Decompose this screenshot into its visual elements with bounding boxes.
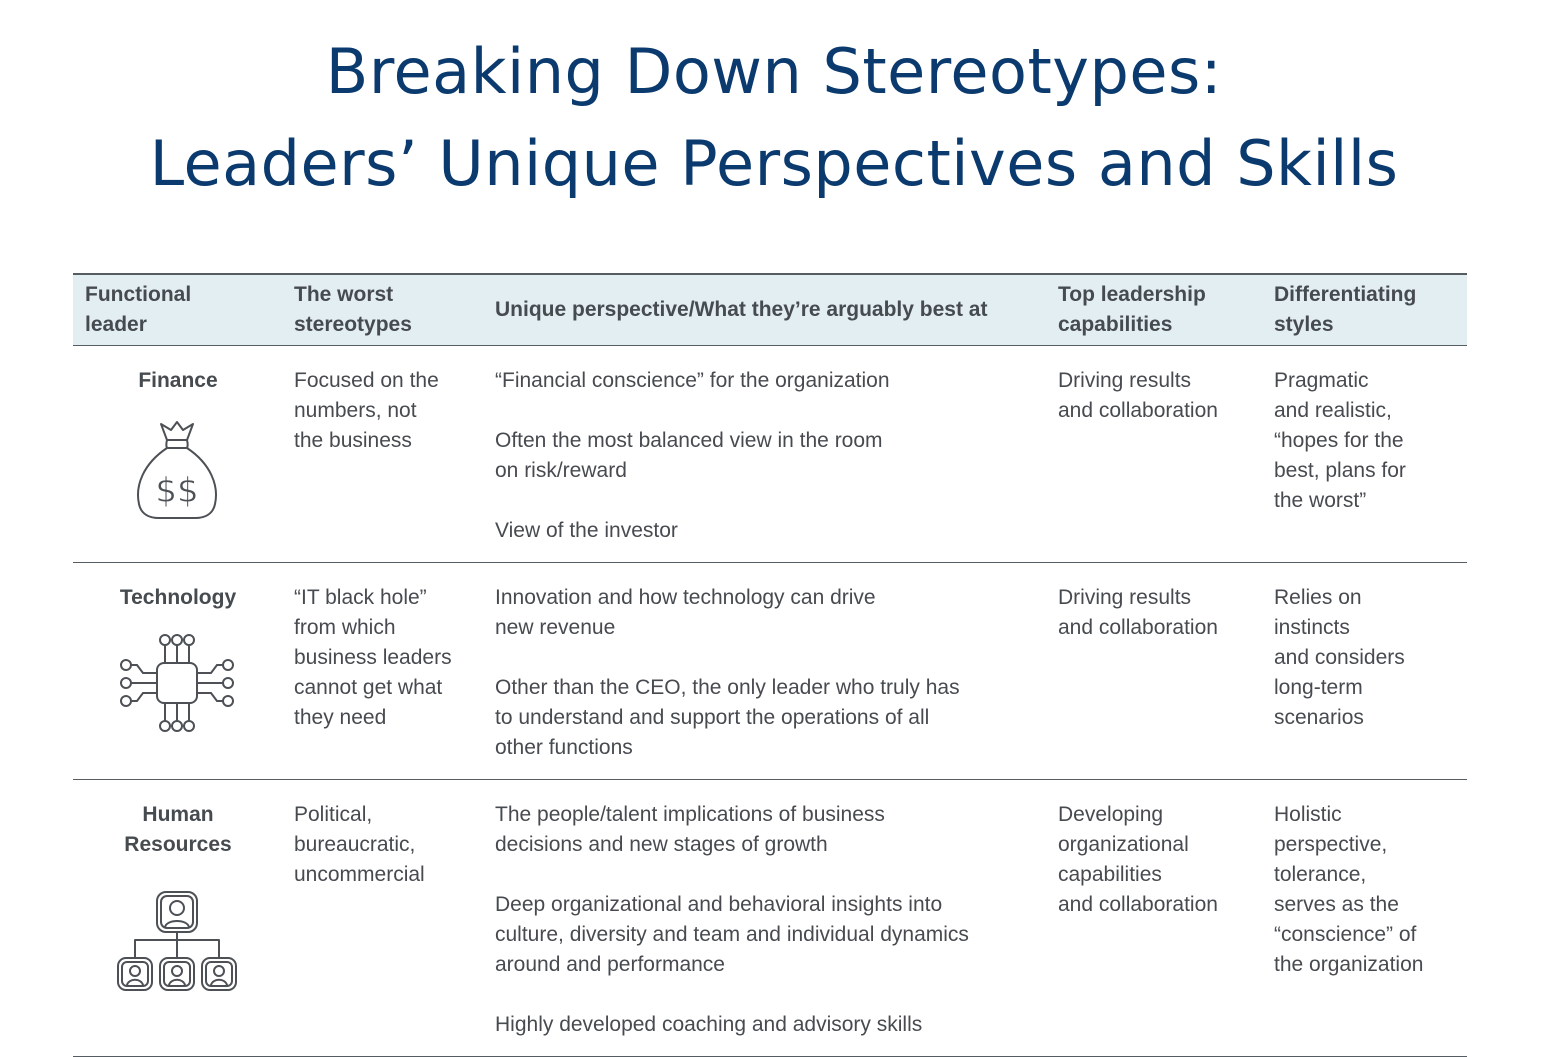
stereotype-text: Political, bureaucratic, uncommercial <box>294 803 425 886</box>
table-header <box>73 273 1467 346</box>
table-row-human-resources <box>73 780 1467 1057</box>
header-worst-stereotypes: The worst stereotypes <box>294 283 412 336</box>
money-bag-icon <box>133 418 221 522</box>
leader-name: Finance <box>138 369 218 392</box>
org-chart-people-icon <box>113 888 241 992</box>
leaders-table <box>73 273 1467 1057</box>
styles-text: Pragmatic and realistic, “hopes for the best, plans for the worst” <box>1274 369 1406 512</box>
header-unique-perspective: Unique perspective/What they’re arguably best at <box>495 298 988 321</box>
stereotype-text: “IT black hole” from which business leaders cannot get what they need <box>294 586 452 729</box>
styles-text: Relies on instincts and considers long-term scenarios <box>1274 586 1405 729</box>
svg-text:$$: $$ <box>155 471 199 511</box>
table-row-finance <box>73 346 1467 563</box>
page-title <box>0 26 1548 210</box>
leader-name: Human Resources <box>124 803 232 856</box>
header-differentiating-styles: Differentiating styles <box>1274 283 1417 336</box>
stereotype-text: Focused on the numbers, not the business <box>294 369 439 452</box>
capabilities-text: Driving results and collaboration <box>1058 586 1218 639</box>
title-line-1: Breaking Down Stereotypes: <box>325 35 1223 108</box>
header-functional-leader: Functional leader <box>85 283 192 336</box>
perspective-item: “Financial conscience” for the organization <box>495 369 890 392</box>
perspective-item: Highly developed coaching and advisory skills <box>495 1013 923 1036</box>
styles-text: Holistic perspective, tolerance, serves as the “conscience” of the organization <box>1274 803 1424 976</box>
perspective-item: Deep organizational and behavioral insights into culture, diversity and team and individual dynamics around and performance <box>495 893 969 976</box>
capabilities-text: Developing organizational capabilities and collaboration <box>1058 803 1218 916</box>
capabilities-text: Driving results and collaboration <box>1058 369 1218 422</box>
title-line-2: Leaders’ Unique Perspectives and Skills <box>149 127 1399 200</box>
perspective-item: Often the most balanced view in the room on risk/reward <box>495 429 883 482</box>
perspective-item: Other than the CEO, the only leader who truly has to understand and support the operations of all other functions <box>495 676 960 759</box>
perspective-item: Innovation and how technology can drive new revenue <box>495 586 876 639</box>
perspective-item: View of the investor <box>495 519 678 542</box>
perspective-item: The people/talent implications of business decisions and new stages of growth <box>495 803 885 856</box>
perspective-list <box>495 583 1055 763</box>
circuit-chip-icon <box>117 631 237 735</box>
perspective-list <box>495 800 1055 1040</box>
header-leadership-capabilities: Top leadership capabilities <box>1058 283 1206 336</box>
perspective-list <box>495 366 1055 546</box>
table-row-technology <box>73 563 1467 780</box>
leader-name: Technology <box>119 586 237 609</box>
